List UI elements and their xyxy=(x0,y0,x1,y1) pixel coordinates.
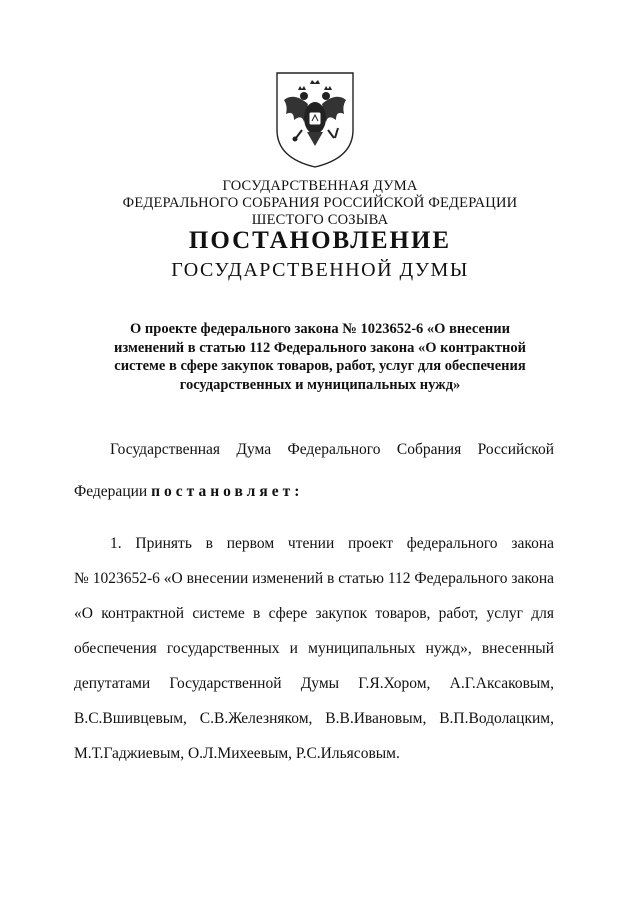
issuer-header xyxy=(0,178,640,229)
preamble-line: Государственная Дума Федерального Собрания Российской xyxy=(110,441,554,458)
clause-1-line: М.Т.Гаджиевым, О.Л.Михеевым, Р.С.Ильясовым. xyxy=(74,745,400,762)
clause-1-line: обеспечения государственных и муниципальных нужд», внесенный xyxy=(74,640,554,657)
document-title: ПОСТАНОВЛЕНИЕ xyxy=(188,227,452,254)
document-subtitle: ГОСУДАРСТВЕННОЙ ДУМЫ xyxy=(171,259,469,281)
clause-1-line: «О контрактной системе в сфере закупок товаров, работ, услуг для xyxy=(74,605,554,622)
clause-1-line: 1. Принять в первом чтении проект федерального закона xyxy=(110,535,554,552)
header-line-federal-assembly: ФЕДЕРАЛЬНОГО СОБРАНИЯ РОССИЙСКОЙ ФЕДЕРАЦИИ xyxy=(122,195,518,211)
document-subject xyxy=(0,320,640,394)
resolves-word: постановляет: xyxy=(151,483,304,500)
clause-1-line: В.С.Вшивцевым, С.В.Железняком, В.В.Ивановым, В.П.Водолацким, xyxy=(74,710,554,727)
clause-1-line: депутатами Государственной Думы Г.Я.Хором, А.Г.Аксаковым, xyxy=(74,675,554,692)
subject-line: О проекте федерального закона № 1023652-6 «О внесении xyxy=(130,321,510,337)
header-line-convocation: ШЕСТОГО СОЗЫВА xyxy=(251,212,389,228)
subject-line: системе в сфере закупок товаров, работ, услуг для обеспечения xyxy=(114,358,526,374)
russian-coat-of-arms-icon xyxy=(274,70,356,170)
subject-line: изменений в статью 112 Федерального закона «О контрактной xyxy=(113,339,526,356)
coat-of-arms-emblem xyxy=(274,70,356,170)
clause-1-line: № 1023652-6 «О внесении изменений в статью 112 Федерального закона xyxy=(74,570,554,587)
header-line-duma: ГОСУДАРСТВЕННАЯ ДУМА xyxy=(222,178,418,194)
subject-line: государственных и муниципальных нужд» xyxy=(179,376,461,393)
preamble-prefix: Федерации xyxy=(74,483,152,500)
preamble-line xyxy=(74,482,554,502)
